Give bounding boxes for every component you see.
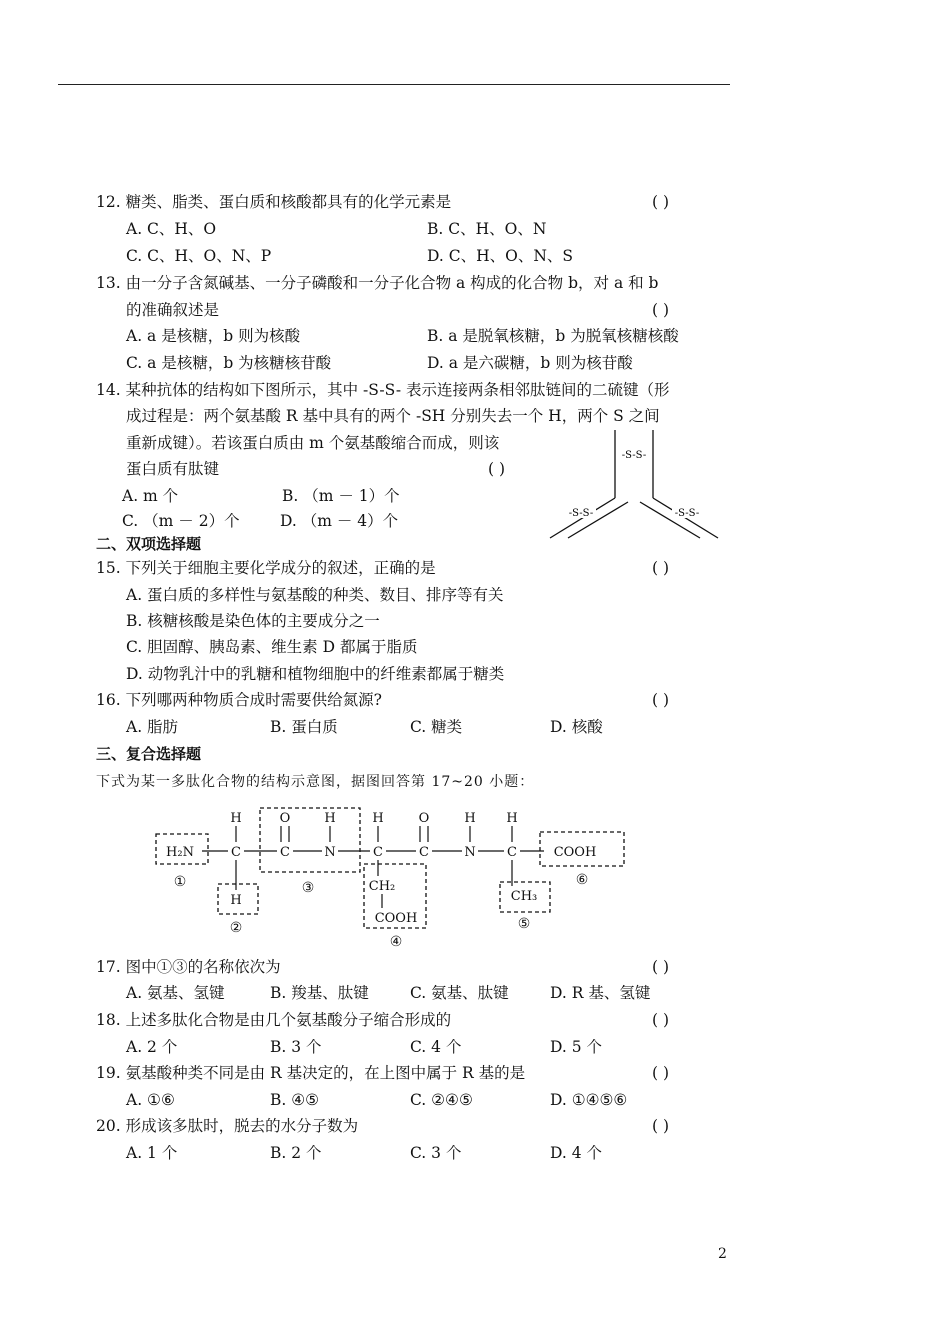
q14-option-c: C. （m － 2）个 [122,512,240,530]
q17-option-d: D. R 基、氢键 [550,984,651,1002]
q19-answer-paren: ( ) [652,1064,670,1082]
label-4: ④ [389,934,403,950]
label-5: ⑤ [517,916,531,932]
atom-c: C [280,845,290,860]
q18-option-c: C. 4 个 [410,1038,462,1056]
atom-c: C [373,845,383,860]
q16-option-c: C. 糖类 [410,718,463,736]
q19-option-c: C. ②④⑤ [410,1091,473,1109]
q18-option-a: A. 2 个 [126,1038,178,1056]
q15-option-a: A. 蛋白质的多样性与氨基酸的种类、数目、排序等有关 [126,586,504,604]
q18-answer-paren: ( ) [652,1011,670,1029]
q17-option-b: B. 羧基、肽键 [270,984,369,1002]
group-h2n: H₂N [166,845,194,860]
q16-option-a: A. 脂肪 [126,718,179,736]
q17-option-c: C. 氨基、肽键 [410,984,509,1002]
q13-option-c: C. a 是核糖，b 为核糖核苷酸 [126,354,332,372]
label-3: ③ [301,880,315,896]
atom-o: O [279,811,291,826]
atom-n: N [324,845,336,860]
q17-stem: 17. 图中①③的名称依次为 [96,958,281,976]
q12-stem: 12. 糖类、脂类、蛋白质和核酸都具有的化学元素是 [96,193,452,211]
q14-stem-line1: 14. 某种抗体的结构如下图所示，其中 -S-S- 表示连接两条相邻肽链间的二硫键（形 [96,381,670,399]
atom-h: H [372,811,384,826]
atom-c: C [419,845,429,860]
q20-option-c: C. 3 个 [410,1144,462,1162]
q20-option-a: A. 1 个 [126,1144,178,1162]
q15-answer-paren: ( ) [652,559,670,577]
q19-option-b: B. ④⑤ [270,1091,320,1109]
q16-stem: 16. 下列哪两种物质合成时需要供给氮源? [96,691,382,709]
q14-answer-paren: ( ) [488,460,506,478]
figure-intro-text: 下式为某一多肽化合物的结构示意图，据图回答第 17~20 小题： [96,774,535,790]
group-ch2: CH₂ [368,879,396,894]
group-ch3: CH₃ [510,889,538,904]
q13-option-b: B. a 是脱氧核糖，b 为脱氧核糖核酸 [427,327,679,345]
q13-answer-paren: ( ) [652,301,670,319]
q16-option-b: B. 蛋白质 [270,718,338,736]
antibody-structure-figure [540,426,730,542]
q13-option-d: D. a 是六碳糖，b 则为核苷酸 [427,354,633,372]
q12-option-d: D. C、H、O、N、S [427,247,573,265]
q16-option-d: D. 核酸 [550,718,603,736]
q20-stem: 20. 形成该多肽时，脱去的水分子数为 [96,1117,359,1135]
label-6: ⑥ [575,872,589,888]
header-rule [58,84,730,85]
q18-option-d: D. 5 个 [550,1038,603,1056]
atom-h: H [464,811,476,826]
label-1: ① [173,874,187,890]
q20-answer-paren: ( ) [652,1117,670,1135]
atom-h: H [324,811,336,826]
disulfide-bond-label: -S-S- [621,450,647,461]
q20-option-d: D. 4 个 [550,1144,603,1162]
atom-o: O [418,811,430,826]
label-2: ② [229,920,243,936]
q15-option-c: C. 胆固醇、胰岛素、维生素 D 都属于脂质 [126,638,418,656]
q15-option-d: D. 动物乳汁中的乳糖和植物细胞中的纤维素都属于糖类 [126,665,505,683]
section-heading-compound-choice: 三、复合选择题 [96,745,202,763]
q17-option-a: A. 氨基、氢键 [126,984,225,1002]
q12-option-a: A. C、H、O [126,220,217,238]
q17-answer-paren: ( ) [652,958,670,976]
q14-option-d: D. （m － 4）个 [280,512,399,530]
q12-option-b: B. C、H、O、N [427,220,547,238]
atom-c: C [231,845,241,860]
atom-c: C [507,845,517,860]
group-cooh: COOH [374,911,418,926]
q18-stem: 18. 上述多肽化合物是由几个氨基酸分子缩合形成的 [96,1011,452,1029]
group-cooh: COOH [553,845,597,860]
q14-stem-line3: 重新成键）。若该蛋白质由 m 个氨基酸缩合而成，则该 [126,434,500,452]
q15-option-b: B. 核糖核酸是染色体的主要成分之一 [126,612,380,630]
q12-option-c: C. C、H、O、N、P [126,247,272,265]
q19-option-a: A. ①⑥ [126,1091,175,1109]
q20-option-b: B. 2 个 [270,1144,322,1162]
q14-stem-line4: 蛋白质有肽键 [126,460,220,478]
disulfide-bond-label: -S-S- [568,508,594,519]
q12-answer-paren: ( ) [652,193,670,211]
q15-stem: 15. 下列关于细胞主要化学成分的叙述，正确的是 [96,559,436,577]
q19-stem: 19. 氨基酸种类不同是由 R 基决定的，在上图中属于 R 基的是 [96,1064,526,1082]
q14-option-a: A. m 个 [122,487,179,505]
q18-option-b: B. 3 个 [270,1038,322,1056]
atom-h: H [230,811,242,826]
disulfide-bond-label: -S-S- [674,508,700,519]
q13-stem-line2: 的准确叙述是 [126,301,220,319]
q16-answer-paren: ( ) [652,691,670,709]
page-number: 2 [718,1246,727,1262]
q14-stem-line2: 成过程是：两个氨基酸 R 基中具有的两个 -SH 分别失去一个 H，两个 S 之间 [126,407,660,425]
section-heading-double-choice: 二、双项选择题 [96,535,202,553]
atom-h: H [506,811,518,826]
q13-option-a: A. a 是核糖，b 则为核酸 [126,327,301,345]
q13-stem-line1: 13. 由一分子含氮碱基、一分子磷酸和一分子化合物 a 构成的化合物 b，对 a 和 b [96,274,659,292]
q14-option-b: B. （m － 1）个 [282,487,400,505]
atom-h: H [230,893,242,908]
polypeptide-structure-diagram [150,800,640,952]
atom-n: N [464,845,476,860]
q19-option-d: D. ①④⑤⑥ [550,1091,628,1109]
